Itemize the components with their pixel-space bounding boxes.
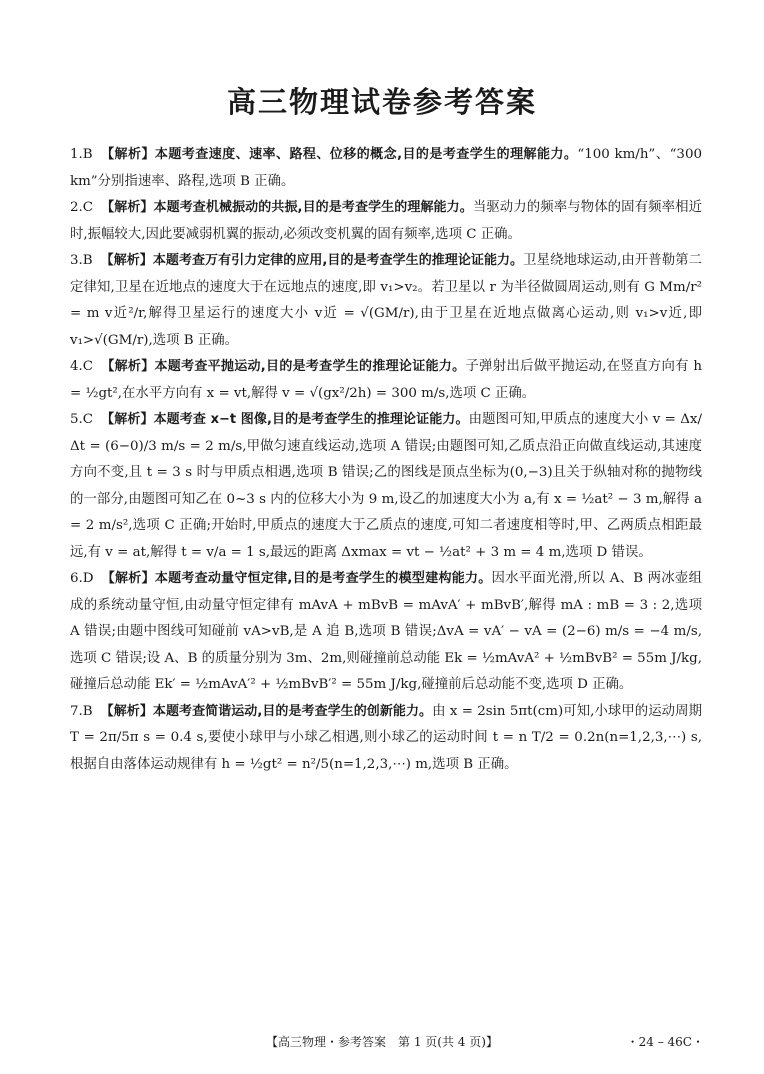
- answer-letter: C: [82, 200, 94, 215]
- analysis-lead: 本题考查动量守恒定律,目的是考查学生的模型建构能力。: [154, 571, 492, 586]
- answer-letter: C: [82, 412, 94, 427]
- analysis-body: “100 km/h”、“300 km”分别指速率、路程,选项 B 正确。: [70, 147, 702, 189]
- analysis-tag: 【解析】: [101, 412, 154, 427]
- answer-item: [70, 248, 702, 354]
- analysis-tag: 【解析】: [100, 147, 155, 162]
- answer-item: [70, 407, 702, 566]
- question-number: 3.: [70, 253, 83, 268]
- analysis-lead: 本题考查 x−t 图像,目的是考查学生的推理论证能力。: [153, 412, 469, 427]
- analysis-body: 因水平面光滑,所以 A、B 两冰壶组成的系统动量守恒,由动量守恒定律有 mAvA + mBvB = mAvA′ + mBvB′,解得 mA : mB = 3 : 2,选项 A 错误;由题中图线可知碰前 vA>vB,是 A 追 B,选项 B 错误;ΔvA = vA′ − vA = (2−6) m/s = −4 m/s,选项 C 错误;设 A、B 的质量分别为 3m、2m,则碰撞前总动能 Ek = ½mAvA² + ½mBvB² = 55m J/kg,碰撞后总动能 Ek′ = ½mAvA′² + ½mBvB′² = 55m J/kg,碰撞前后总动能不变,选项 D 正确。: [70, 571, 702, 692]
- analysis-body: 由 x = 2sin 5πt(cm)可知,小球甲的运动周期 T = 2π/5π s = 0.4 s,要使小球甲与小球乙相遇,则小球乙的运动时间 t = n T/2 = 0.2n(n=1,2,3,⋯) s,根据自由落体运动规律有 h = ½gt² = n²/5(n=1,2,3,⋯) m,选项 B 正确。: [70, 703, 702, 772]
- question-number: 1.: [70, 147, 83, 162]
- answer-letter: B: [82, 253, 93, 268]
- question-number: 2.: [70, 200, 83, 215]
- analysis-body: 卫星绕地球运动,由开普勒第二定律知,卫星在近地点的速度大于在远地点的速度,即 v₁>v₂。若卫星以 r 为半径做圆周运动,则有 G Mm/r² = m v近²/r,解得卫星运行的速度大小 v近 = √(GM/r),由于卫星在近地点做离心运动,则 v₁>v近,即 v₁>√(GM/r),选项 B 正确。: [70, 253, 702, 348]
- answer-item: [70, 195, 702, 248]
- question-number: 4.: [70, 359, 83, 374]
- analysis-body: 子弹射出后做平抛运动,在竖直方向有 h = ½gt²,在水平方向有 x = vt,解得 v = √(gx²/2h) = 300 m/s,选项 C 正确。: [70, 359, 702, 401]
- analysis-lead: 本题考查万有引力定律的应用,目的是考查学生的推理论证能力。: [152, 253, 524, 268]
- answer-item: [70, 142, 702, 195]
- footer-code: ・24 – 46C・: [626, 1035, 704, 1049]
- analysis-tag: 【解析】: [101, 359, 155, 374]
- footer-page-info: 【高三物理・参考答案 第 1 页(共 4 页)】: [266, 1035, 498, 1049]
- analysis-tag: 【解析】: [100, 253, 153, 268]
- answer-letter: D: [82, 571, 94, 586]
- analysis-tag: 【解析】: [100, 703, 153, 719]
- analysis-body: 当驱动力的频率与物体的固有频率相近时,振幅较大,因此要减弱机翼的振动,必须改变机翼的固有频率,选项 C 正确。: [70, 200, 702, 242]
- answer-item: [70, 699, 702, 779]
- answer-item: [70, 354, 702, 407]
- answer-letter: B: [82, 147, 93, 162]
- analysis-lead: 本题考查平抛运动,目的是考查学生的推理论证能力。: [154, 359, 466, 374]
- answer-letter: C: [82, 359, 94, 374]
- answer-letter: B: [82, 703, 93, 719]
- analysis-tag: 【解析】: [101, 200, 154, 215]
- answer-list: [70, 142, 702, 778]
- analysis-lead: 本题考查机械振动的共振,目的是考查学生的理解能力。: [153, 200, 473, 215]
- analysis-tag: 【解析】: [101, 571, 155, 586]
- question-number: 7.: [70, 703, 83, 719]
- page-title: 高三物理试卷参考答案: [226, 85, 537, 119]
- answer-item: [70, 566, 702, 699]
- analysis-body: 由题图可知,甲质点的速度大小 v = Δx/Δt = (6−0)/3 m/s = 2 m/s,甲做匀速直线运动,选项 A 错误;由题图可知,乙质点沿正向做直线运动,其速度方向不变,且 t = 3 s 时与甲质点相遇,选项 B 错误;乙的图线是顶点坐标为(0,−3)且关于纵轴对称的抛物线的一部分,由题图可知乙在 0~3 s 内的位移大小为 9 m,设乙的加速度大小为 a,有 x = ½at² − 3 m,解得 a = 2 m/s²,选项 C 正确;开始时,甲质点的速度大于乙质点的速度,可知二者速度相等时,甲、乙两质点相距最远,有 v = at,解得 t = v/a = 1 s,最远的距离 Δxmax = vt − ½at² + 3 m = 4 m,选项 D 错误。: [70, 412, 702, 560]
- question-number: 5.: [70, 412, 83, 427]
- question-number: 6.: [70, 571, 83, 586]
- analysis-lead: 本题考查简谐运动,目的是考查学生的创新能力。: [152, 703, 433, 719]
- analysis-lead: 本题考查速度、速率、路程、位移的概念,目的是考查学生的理解能力。: [154, 147, 578, 162]
